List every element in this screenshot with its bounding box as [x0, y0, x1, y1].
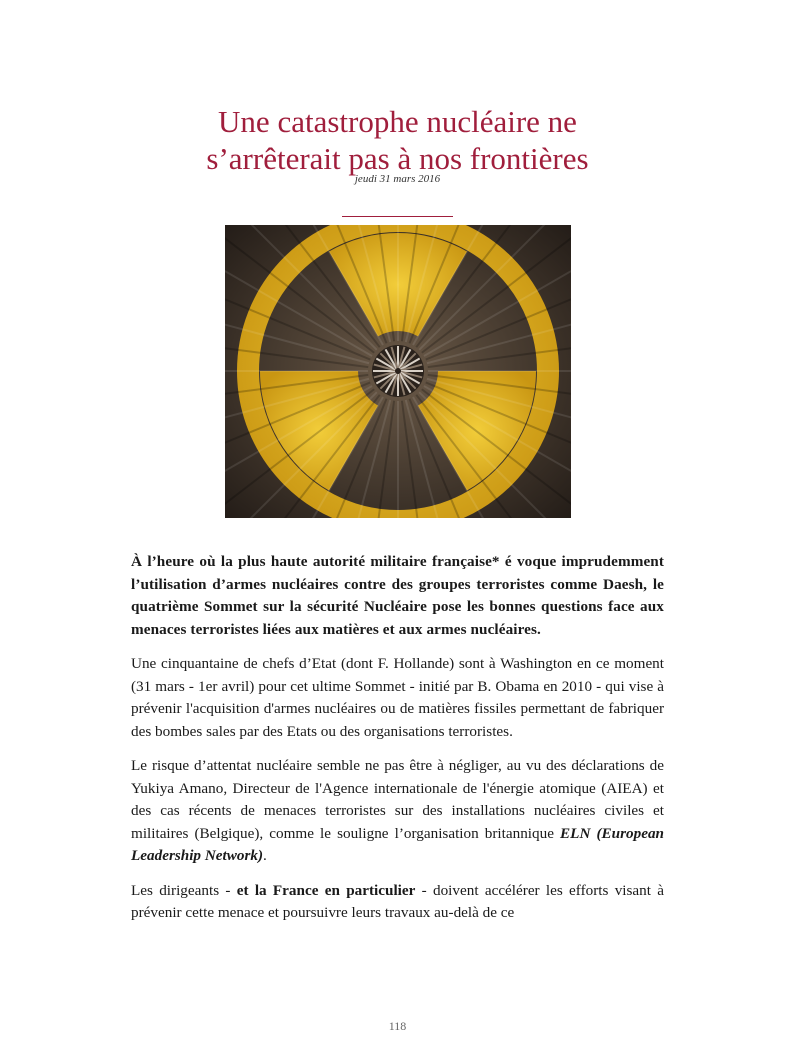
paragraph-3-end: - doivent accélérer les efforts visant à prévenir cette menace et poursuivre leurs travaux au-delà de ce — [131, 881, 664, 921]
title-line-2: s’arrêterait pas à nos frontières — [206, 141, 589, 176]
paragraph-2-text: Le risque d’attentat nucléaire semble ne pas être à négliger, au vu des déclarations de Yukiya Amano, Directeur de l'Agence internationale de l'énergie atomique (AIEA) et des cas récents de menaces terroristes sur des installations nucléaires civiles et militaires (Belgique), comme le souligne l’organisation britannique — [131, 757, 664, 842]
title-line-1: Une catastrophe nucléaire ne — [218, 104, 577, 139]
eln-link[interactable]: ELN (European Leadership Network) — [131, 824, 664, 864]
article-lead: À l’heure où la plus haute autorité militaire française* é voque imprudemment l’utilisation d’armes nucléaires contre des groupes terroristes comme Daesh, le quatrième Sommet sur la sécurité Nucléaire pose les bonnes questions face aux menaces terroristes liées aux matières et aux armes nucléaires. — [131, 553, 664, 638]
article-body — [131, 551, 664, 937]
page-number: 118 — [388, 1019, 407, 1033]
paragraph-2 — [131, 755, 664, 868]
article-date: jeudi 31 mars 2016 — [354, 173, 441, 185]
paragraph-2-end: . — [263, 847, 267, 864]
radiation-symbol-figure — [225, 225, 571, 518]
paragraph-3-emphasis: et la France en particulier — [236, 881, 416, 899]
radiation-trefoil-icon — [225, 225, 571, 518]
paragraph-3-text: Les dirigeants - — [131, 881, 237, 899]
article-title — [0, 103, 795, 177]
title-divider — [342, 216, 453, 217]
paragraph-3 — [131, 880, 664, 925]
paragraph-1: Une cinquantaine de chefs d’Etat (dont F. Hollande) sont à Washington en ce moment (31 mars - 1er avril) pour cet ultime Sommet - initié par B. Obama en 2010 - qui vise à prévenir l'acquisition d'armes nucléaires ou de matières fissiles permettant de fabriquer des bombes sales par des Etats ou des organisations terroristes. — [131, 655, 664, 740]
